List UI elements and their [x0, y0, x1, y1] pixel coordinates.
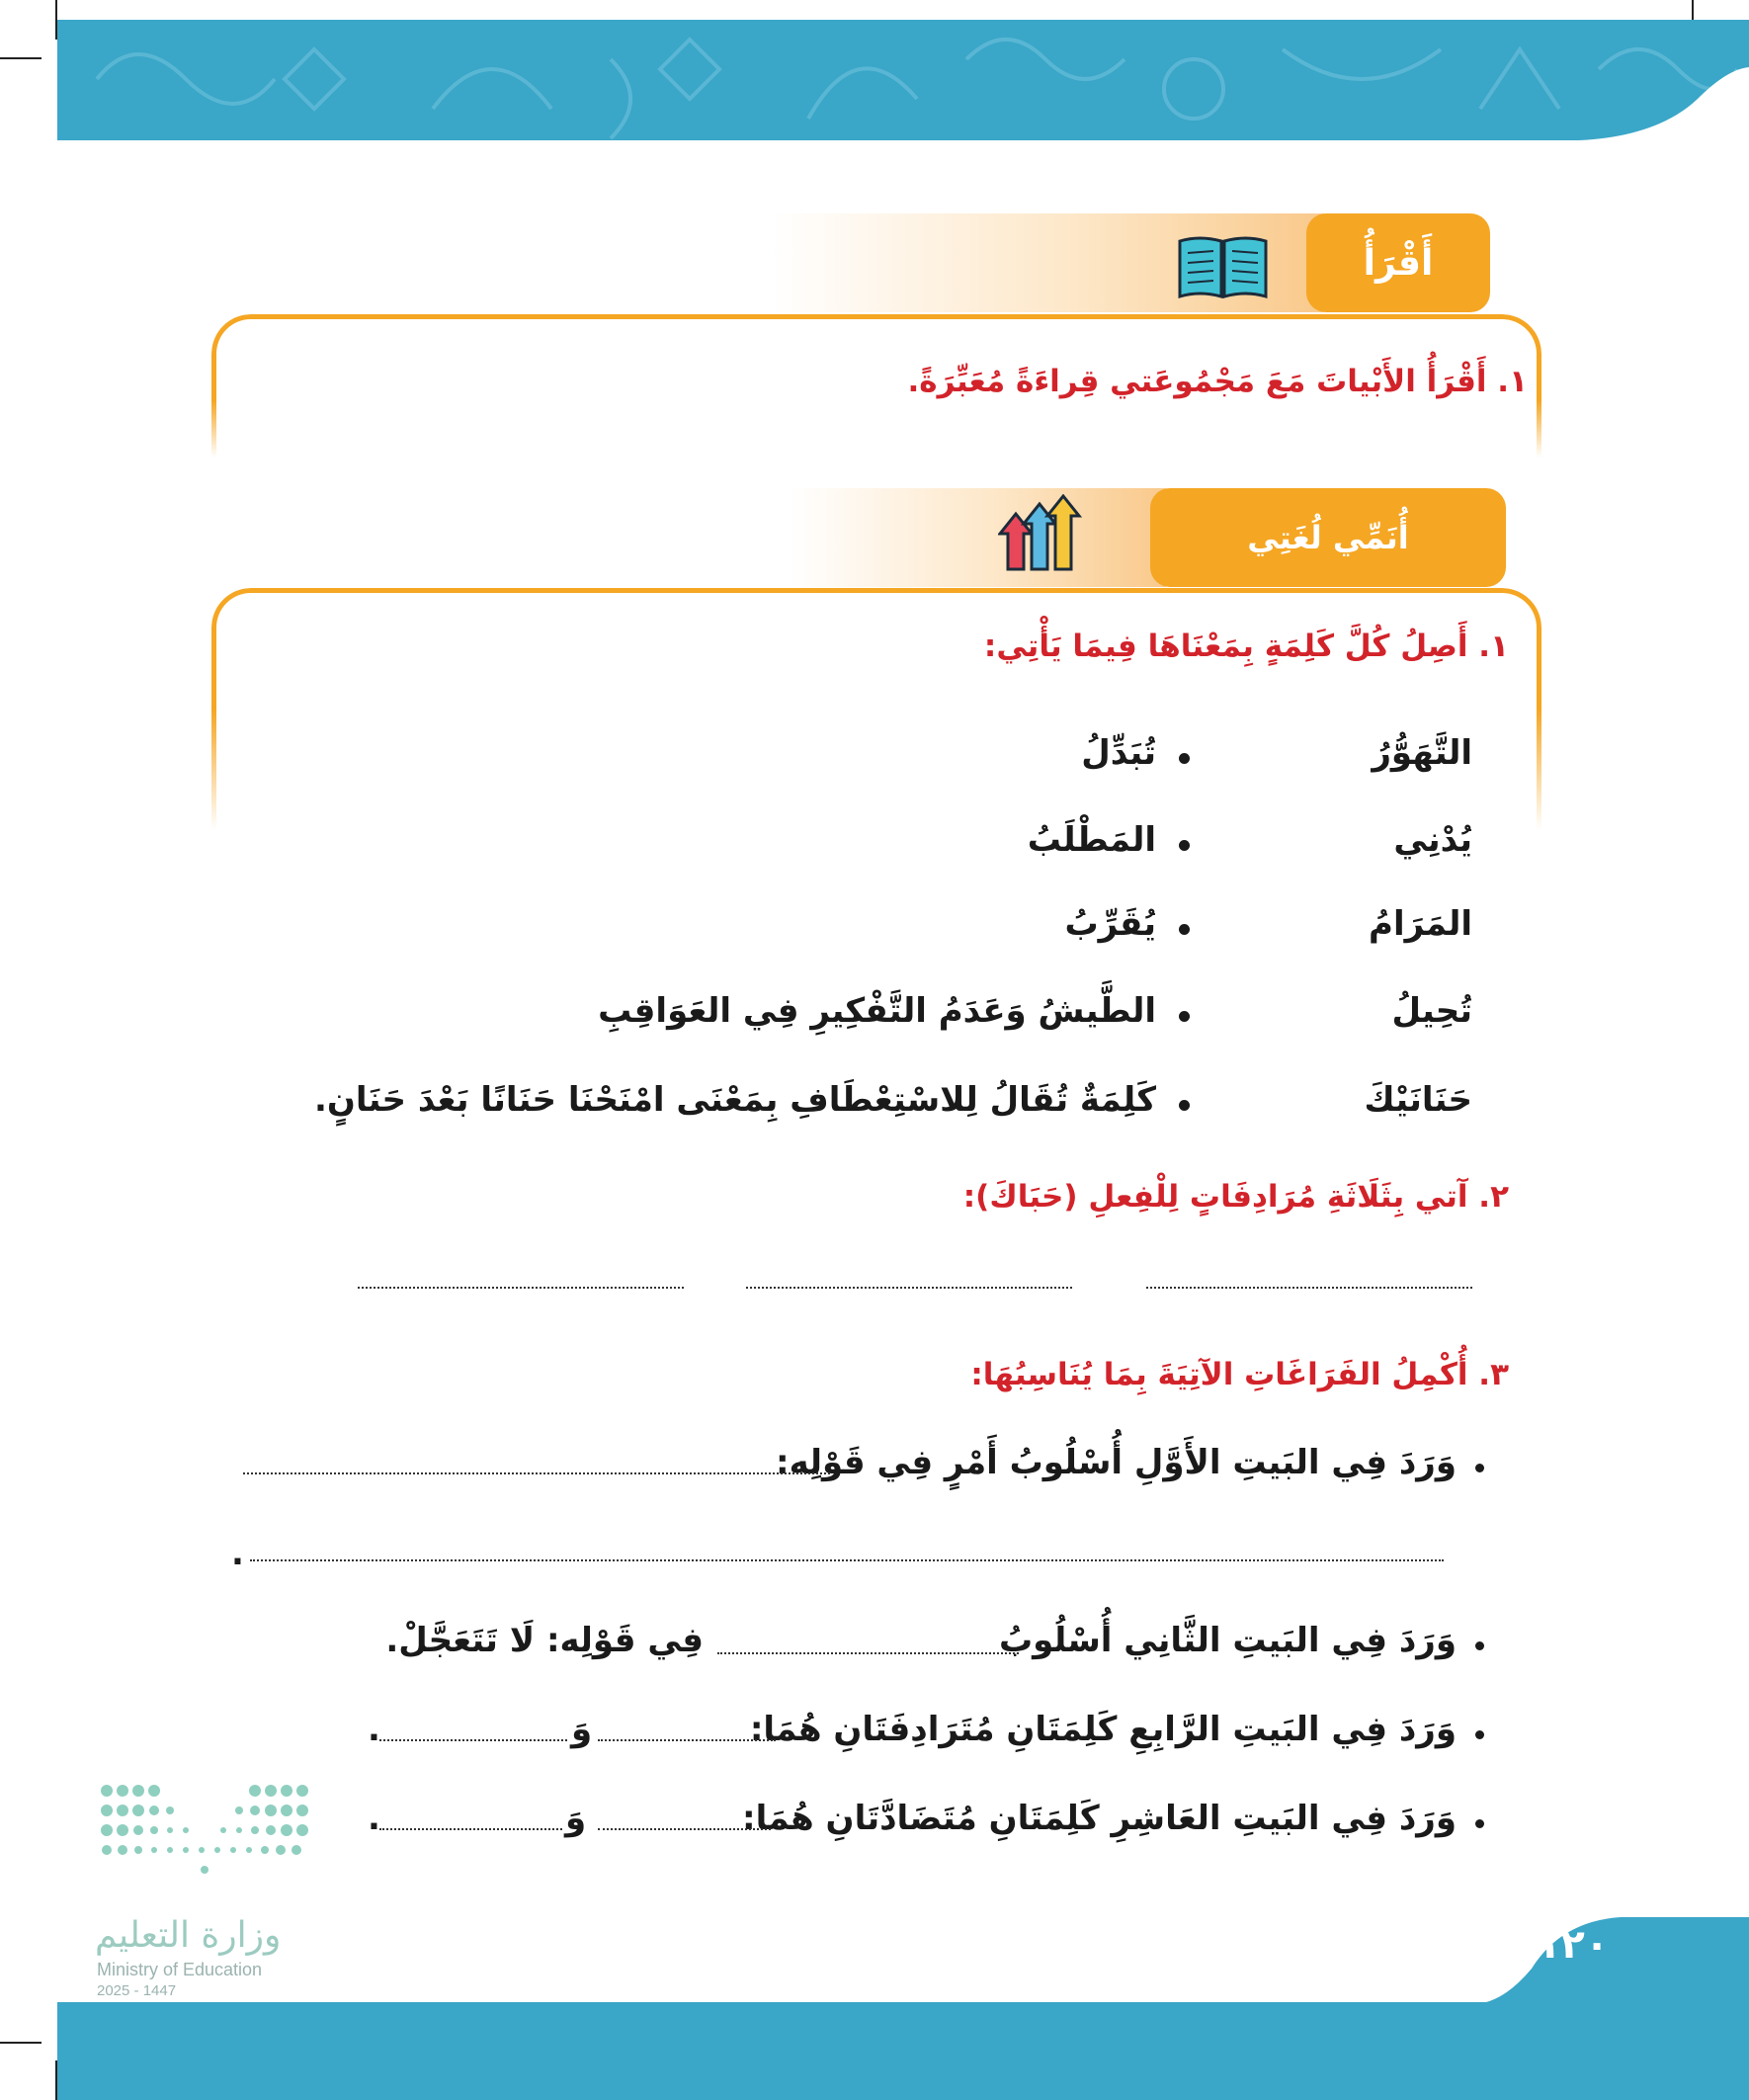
answer-line[interactable] — [243, 1472, 830, 1474]
vocab-word: يُدْنِي — [1393, 820, 1472, 860]
fill-sentence-1: وَرَدَ فِي البَيتِ الأَوَّلِ أُسْلُوبُ أَمْرٍ فِي قَوْلِه: — [776, 1443, 1457, 1482]
open-book-icon — [1176, 233, 1270, 302]
vocab-meaning: يُقَرِّبُ — [1064, 904, 1156, 944]
language-question-1: ١. أَصِلُ كُلَّ كَلِمَةٍ بِمَعْنَاهَا فِيمَا يَأْتِي: — [983, 629, 1509, 664]
page-number: ١٢٠ — [1537, 1922, 1610, 1968]
fill-sentence-4: وَرَدَ فِي البَيتِ العَاشِرِ كَلِمَتَانِ مُتَضَادَّتَانِ هُمَا: — [741, 1799, 1457, 1838]
language-tab-gradient — [791, 488, 1166, 587]
match-dot[interactable] — [1179, 840, 1190, 851]
sentence-end-period: . — [231, 1534, 244, 1573]
vocab-meaning: الطَّيشُ وَعَدَمُ التَّفْكِيرِ فِي العَوَاقِبِ — [598, 991, 1156, 1031]
answer-line[interactable] — [598, 1828, 771, 1830]
and-connector: وَ — [571, 1710, 593, 1749]
ministry-name-arabic: وزارة التعليم — [95, 1915, 282, 1956]
read-question-1: ١. أَقْرَأُ الأَبْياتَ مَعَ مَجْمُوعَتي قِراءَةً مُعَبِّرَةً. — [907, 364, 1528, 399]
language-tab — [1150, 488, 1506, 587]
vocab-word: تُحِيلُ — [1391, 991, 1472, 1031]
footer-band — [57, 2002, 1749, 2100]
fill-sentence-3: وَرَدَ فِي البَيتِ الرَّابِعِ كَلِمَتَانِ مُتَرَادِفَتَانِ هُمَا: — [749, 1710, 1457, 1749]
bullet — [1475, 1641, 1484, 1650]
answer-line[interactable] — [379, 1739, 567, 1741]
sentence-end-period: . — [368, 1799, 380, 1838]
answer-line[interactable] — [1146, 1287, 1472, 1289]
crop-mark — [0, 57, 42, 59]
answer-line[interactable] — [250, 1559, 1444, 1561]
bullet — [1475, 1819, 1484, 1828]
sentence-end-period: . — [368, 1710, 380, 1749]
language-tab-label: أُنَمِّي لُغَتِي — [1247, 519, 1409, 556]
and-connector: وَ — [565, 1799, 587, 1838]
answer-line[interactable] — [746, 1287, 1072, 1289]
answer-line[interactable] — [358, 1287, 684, 1289]
answer-line[interactable] — [379, 1828, 562, 1830]
vocab-word: حَنَانَيْكَ — [1364, 1080, 1472, 1120]
fill-sentence-2-start: وَرَدَ فِي البَيتِ الثَّانِي أُسْلُوبُ — [998, 1621, 1457, 1660]
ministry-year: 2025 - 1447 — [97, 1982, 177, 1999]
ministry-name-english: Ministry of Education — [97, 1960, 263, 1979]
match-dot[interactable] — [1179, 753, 1190, 764]
fill-sentence-2-end: فِي قَوْلِه: لَا تَتَعَجَّلْ. — [385, 1621, 704, 1660]
vocab-word: المَرَامُ — [1369, 904, 1472, 944]
ministry-logo-icon — [97, 1779, 312, 1888]
vocab-meaning: تُبَدِّلُ — [1081, 733, 1156, 773]
language-question-2: ٢. آتي بِثَلَاثَةِ مُرَادِفَاتٍ لِلْفِعلِ (حَبَاكَ): — [962, 1179, 1509, 1215]
language-panel — [211, 588, 1541, 830]
read-tab-label: أَقْرَأُ — [1363, 242, 1434, 284]
language-question-3: ٣. أُكْمِلُ الفَرَاغَاتِ الآتِيَةَ بِمَا يُنَاسِبُهَا: — [970, 1357, 1509, 1392]
answer-line[interactable] — [717, 1652, 1019, 1654]
match-dot[interactable] — [1179, 1011, 1190, 1022]
header-band — [57, 20, 1749, 140]
match-dot[interactable] — [1179, 1100, 1190, 1111]
vocab-meaning: كَلِمَةٌ تُقَالُ لِلاسْتِعْطَافِ بِمَعْنَى امْنَحْنَا حَنَانًا بَعْدَ حَنَانٍ. — [313, 1080, 1156, 1120]
growth-arrows-icon — [998, 494, 1097, 573]
vocab-meaning: المَطْلَبُ — [1027, 820, 1156, 860]
vocab-word: التَّهَوُّرُ — [1372, 733, 1472, 773]
answer-line[interactable] — [598, 1739, 776, 1741]
crop-mark — [0, 2042, 42, 2044]
bullet — [1475, 1464, 1484, 1472]
page-number-tab — [1472, 1909, 1749, 2004]
match-dot[interactable] — [1179, 924, 1190, 935]
bullet — [1475, 1730, 1484, 1739]
read-tab — [1306, 213, 1490, 312]
